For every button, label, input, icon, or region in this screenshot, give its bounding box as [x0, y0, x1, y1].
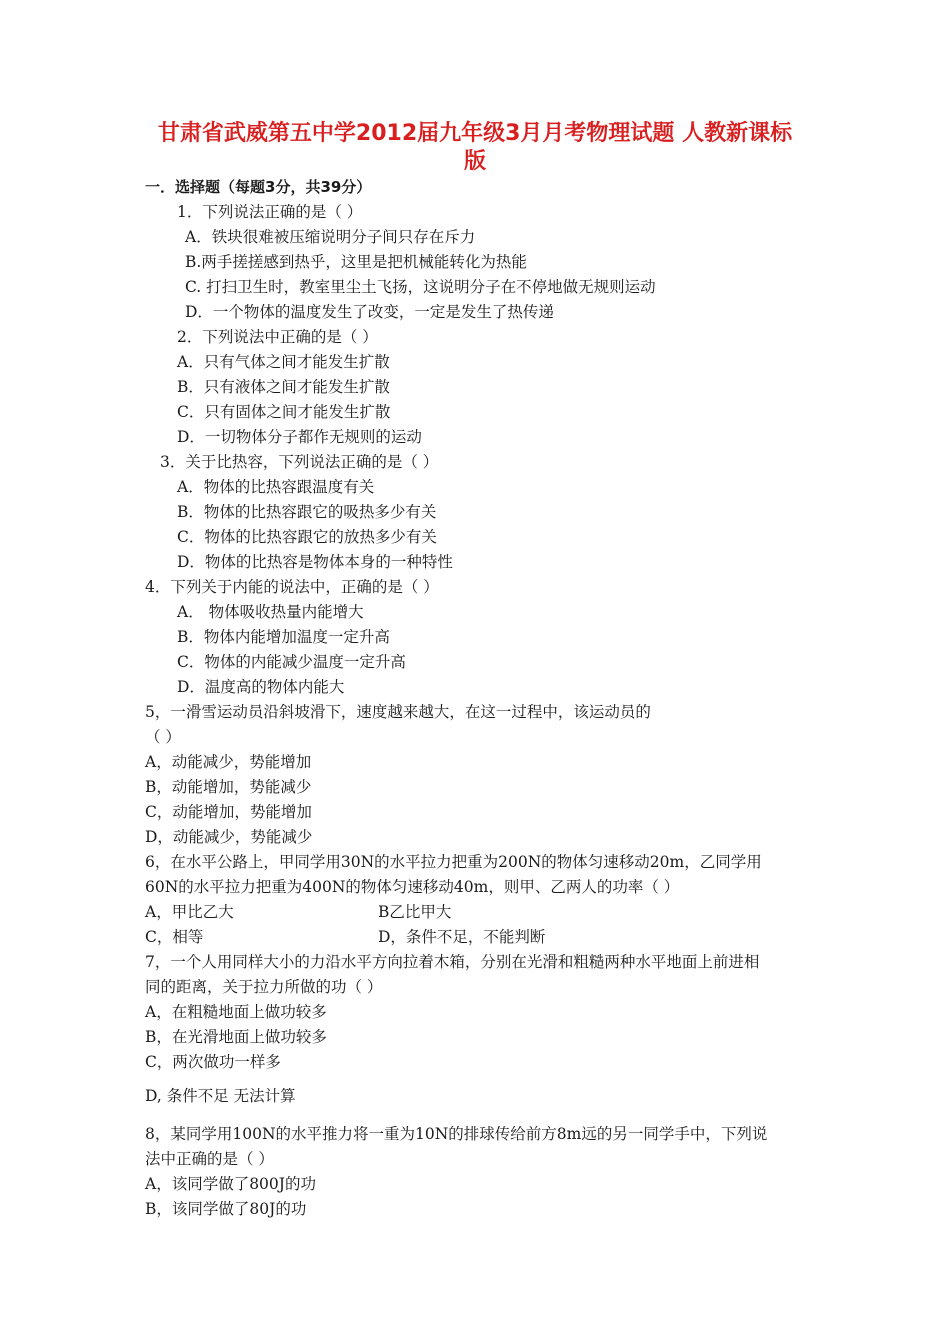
question-1-stem: 1．下列说法正确的是（ ）: [177, 203, 363, 221]
question-7-option-a: A，在粗糙地面上做功较多: [145, 1003, 327, 1021]
question-6-option-b: B乙比甲大: [378, 903, 452, 921]
question-6-option-d: D，条件不足，不能判断: [378, 928, 546, 946]
question-5-answer-blank: （ ）: [145, 728, 181, 746]
question-7-option-c: C，两次做功一样多: [145, 1053, 281, 1071]
question-2-stem: 2．下列说法中正确的是（ ）: [177, 328, 378, 346]
question-6-option-a: A，甲比乙大: [145, 903, 234, 921]
question-4-option-c: C．物体的内能减少温度一定升高: [177, 653, 406, 671]
title-line-2: 版: [463, 149, 486, 174]
question-3-option-a: A．物体的比热容跟温度有关: [177, 478, 375, 496]
question-5-option-d: D，动能减少，势能减少: [145, 828, 313, 846]
question-5-option-c: C，动能增加，势能增加: [145, 803, 312, 821]
question-4-stem: 4．下列关于内能的说法中，正确的是（ ）: [145, 578, 439, 596]
question-2-option-d: D．一切物体分子都作无规则的运动: [177, 428, 422, 446]
question-2-option-b: B．只有液体之间才能发生扩散: [177, 378, 390, 396]
question-7-option-d: D, 条件不足 无法计算: [145, 1087, 296, 1105]
question-3-option-d: D．物体的比热容是物体本身的一种特性: [177, 553, 453, 571]
question-5-stem: 5，一滑雪运动员沿斜坡滑下，速度越来越大，在这一过程中，该运动员的: [145, 703, 651, 721]
section-heading: 一．选择题（每题3分，共39分）: [145, 178, 372, 196]
title-line-1: 甘肃省武威第五中学2012届九年级3月月考物理试题 人教新课标: [157, 121, 793, 146]
question-3-option-c: C．物体的比热容跟它的放热多少有关: [177, 528, 437, 546]
question-8-stem-line-2: 法中正确的是（ ）: [145, 1150, 274, 1168]
question-7-option-b: B，在光滑地面上做功较多: [145, 1028, 327, 1046]
question-3-option-b: B．物体的比热容跟它的吸热多少有关: [177, 503, 437, 521]
question-1-option-c: C. 打扫卫生时，教室里尘土飞扬，这说明分子在不停地做无规则运动: [185, 278, 656, 296]
question-8-option-a: A，该同学做了800J的功: [145, 1175, 316, 1193]
question-8-stem-line-1: 8，某同学用100N的水平推力将一重为10N的排球传给前方8m远的另一同学手中，下列说: [145, 1125, 768, 1143]
question-1-option-d: D．一个物体的温度发生了改变，一定是发生了热传递: [185, 303, 554, 321]
question-4-option-a: A． 物体吸收热量内能增大: [177, 603, 364, 621]
question-6-stem-line-1: 6，在水平公路上，甲同学用30N的水平拉力把重为200N的物体匀速移动20m，乙同学用: [145, 853, 762, 871]
question-2-option-a: A．只有气体之间才能发生扩散: [177, 353, 390, 371]
question-8-option-b: B，该同学做了80J的功: [145, 1200, 307, 1218]
question-5-option-b: B，动能增加，势能减少: [145, 778, 312, 796]
question-5-option-a: A，动能减少，势能增加: [145, 753, 312, 771]
question-2-option-c: C．只有固体之间才能发生扩散: [177, 403, 391, 421]
question-6-stem-line-2: 60N的水平拉力把重为400N的物体匀速移动40m，则甲、乙两人的功率（ ）: [145, 878, 680, 896]
question-4-option-d: D．温度高的物体内能大: [177, 678, 345, 696]
question-3-stem: 3．关于比热容，下列说法正确的是（ ）: [160, 453, 439, 471]
question-7-stem-line-2: 同的距离，关于拉力所做的功（ ）: [145, 978, 383, 996]
question-6-option-c: C，相等: [145, 928, 204, 946]
question-1-option-a: A．铁块很难被压缩说明分子间只存在斥力: [185, 228, 476, 246]
question-4-option-b: B．物体内能增加温度一定升高: [177, 628, 390, 646]
question-7-stem-line-1: 7，一个人用同样大小的力沿水平方向拉着木箱，分别在光滑和粗糙两种水平地面上前进相: [145, 953, 760, 971]
document-title: [130, 120, 820, 176]
question-1-option-b: B.两手搓搓感到热乎，这里是把机械能转化为热能: [185, 253, 527, 271]
